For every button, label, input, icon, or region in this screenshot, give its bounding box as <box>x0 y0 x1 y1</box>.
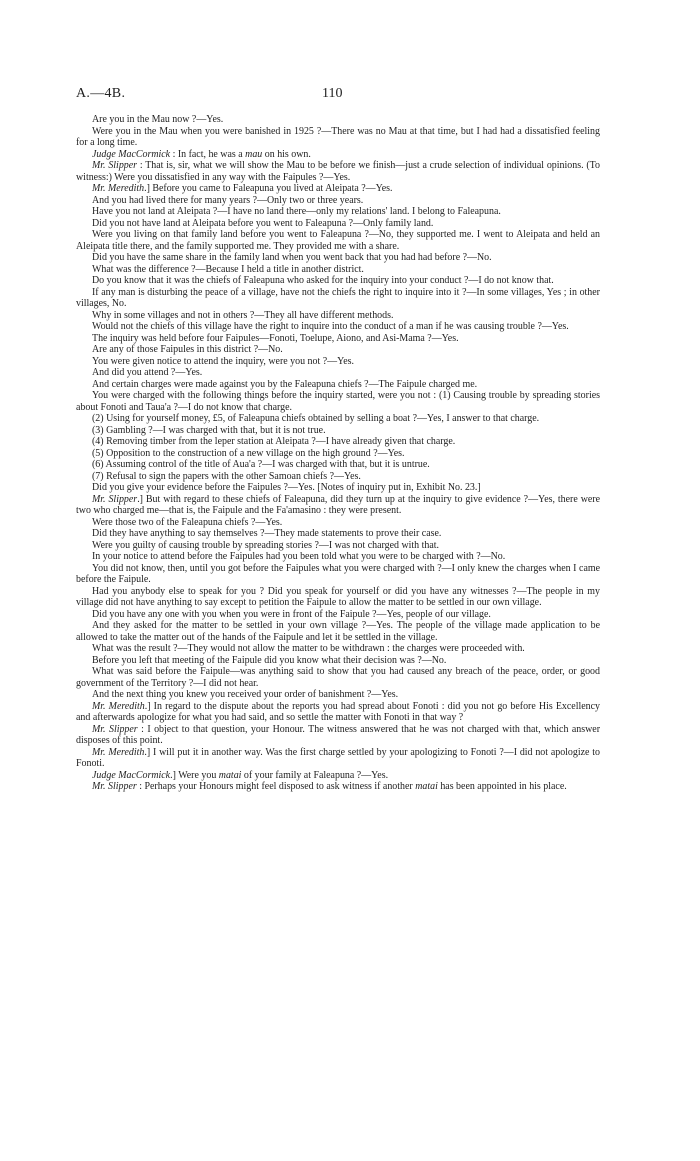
paragraph: Did you have the same share in the family land when you went back that you had had before ?—No. <box>92 252 492 263</box>
paragraph: (2) Using for yourself money, £5, of Faleapuna chiefs obtained by selling a boat ?—Yes, I answer to that charge. <box>92 413 540 424</box>
paragraph: What was the difference ?—Because I held a title in another district. <box>92 263 364 275</box>
paragraph: Were you in the Mau when you were banished in 1925 ?—There was no Mau at that time, but I had had a dissatisfied feeling for a long time. <box>76 125 600 148</box>
paragraph: Mr. Meredith.] Before you came to Faleapuna you lived at Aleipata ?—Yes. <box>92 183 393 194</box>
paragraph: Mr. Slipper : Perhaps your Honours might feel disposed to ask witness if another matai has been appointed in his place. <box>92 781 567 792</box>
paragraph: Judge MacCormick.] Were you matai of your family at Faleapuna ?—Yes. <box>92 769 389 781</box>
paragraph: Why in some villages and not in others ?—They all have different methods. <box>92 309 394 321</box>
paragraph: The inquiry was held before four Faipules—Fonoti, Toelupe, Aiono, and Asi-Mama ?—Yes. <box>92 332 459 344</box>
paragraph: Do you know that it was the chiefs of Faleapuna who asked for the inquiry into your conduct ?—I do not know that. <box>92 275 554 286</box>
paragraph: If any man is disturbing the peace of a village, have not the chiefs the right to inquire into it ?—In some villages, Yes ; in other villages, No. <box>76 286 600 309</box>
paragraph: Mr. Slipper.] But with regard to these chiefs of Faleapuna, did they turn up at the inquiry to give evidence ?—Yes, there were two who charged me—that is, the Faipule and the Fa'amasino : they were present. <box>76 493 601 516</box>
paragraph: Mr. Meredith.] In regard to the dispute about the reports you had spread about Fonoti : did you not go before His Excellency and afterwards apologize for what you had said, and so settle the matter with Fonoti in that way ? <box>76 700 600 723</box>
paragraph: Did you not have land at Aleipata before you went to Faleapuna ?—Only family land. <box>92 217 434 229</box>
paragraph: Would not the chiefs of this village have the right to inquire into the conduct of a man if he was causing trouble ?—Yes. <box>92 321 569 332</box>
paragraph: Mr. Slipper : I object to that question, your Honour. The witness answered that he was not charged with that, which answer disposes of this point. <box>76 723 600 746</box>
paragraph: Did you give your evidence before the Faipules ?—Yes. [Notes of inquiry put in, Exhibit No. 23.] <box>92 482 481 493</box>
paragraph: Are you in the Mau now ?—Yes. <box>92 114 224 125</box>
paragraph: You did not know, then, until you got before the Faipules what you were charged with ?—I only knew the charges when I came before the Faipule. <box>76 562 600 585</box>
paragraph: What was the result ?—They would not allow the matter to be withdrawn : the charges were proceeded with. <box>92 643 525 654</box>
document-body <box>76 114 600 793</box>
paragraph: And you had lived there for many years ?—Only two or three years. <box>92 194 364 206</box>
paragraph: Did they have anything to say themselves ?—They made statements to prove their case. <box>92 528 442 539</box>
paragraph: What was said before the Faipule—was anything said to show that you had caused any breach of the peace, order, or good government of the Territory ?—I did not hear. <box>76 666 600 689</box>
paragraph: And the next thing you knew you received your order of banishment ?—Yes. <box>92 689 399 700</box>
paragraph: (6) Assuming control of the title of Aua'a ?—I was charged with that, but it is untrue. <box>92 459 430 470</box>
paragraph: Did you have any one with you when you were in front of the Faipule ?—Yes, people of our village. <box>92 608 491 620</box>
paragraph: Were those two of the Faleapuna chiefs ?—Yes. <box>92 516 283 528</box>
paragraph: (3) Gambling ?—I was charged with that, but it is not true. <box>92 424 326 436</box>
paragraph: Judge MacCormick : In fact, he was a mau on his own. <box>92 148 311 160</box>
paragraph: You were charged with the following things before the inquiry started, were you not : (1) Causing trouble by spreading stories about Fonoti and Taua'a ?—I do not know that charge. <box>76 390 600 413</box>
paragraph: (4) Removing timber from the leper station at Aleipata ?—I have already given that charge. <box>92 436 456 447</box>
paragraph: Had you anybody else to speak for you ? Did you speak for yourself or did you have any witnesses ?—The people in my village did not have anything to say except to petition the Faipule to allow the matter to be settled in our own village. <box>76 585 600 608</box>
paragraph: You were given notice to attend the inquiry, were you not ?—Yes. <box>92 355 355 367</box>
paragraph: Were you living on that family land before you went to Faleapuna ?—No, they supported me. I went to Aleipata and held an Aleipata title there, and the family supported me. They provided me with a share. <box>76 229 600 252</box>
document-reference: A.—4B. <box>76 86 126 101</box>
paragraph: (7) Refusal to sign the papers with the other Samoan chiefs ?—Yes. <box>92 470 361 482</box>
paragraph: Mr. Slipper : That is, sir, what we will show the Mau to be before we finish—just a crude selection of individual opinions. (To witness:) Were you dissatisfied in any way with the Faipules ?—Yes. <box>76 160 601 183</box>
page-number: 110 <box>322 86 343 101</box>
paragraph: Mr. Meredith.] I will put it in another way. Was the first charge settled by your apologizing to Fonoti ?—I did not apologize to Fonoti. <box>76 746 600 769</box>
paragraph: And they asked for the matter to be settled in your own village ?—Yes. The people of the village made application to be allowed to take the matter out of the hands of the Faipule and let it be settled in the village. <box>76 620 600 643</box>
paragraph: (5) Opposition to the construction of a new village on the high ground ?—Yes. <box>92 447 405 459</box>
paragraph: Before you left that meeting of the Faipule did you know what their decision was ?—No. <box>92 654 447 666</box>
paragraph: And certain charges were made against you by the Faleapuna chiefs ?—The Faipule charged me. <box>92 378 478 390</box>
paragraph: In your notice to attend before the Faipules had you been told what you were to be charged with ?—No. <box>92 551 506 562</box>
paragraph: Were you guilty of causing trouble by spreading stories ?—I was not charged with that. <box>92 539 440 551</box>
paragraph: Have you not land at Aleipata ?—I have no land there—only my relations' land. I belong to Faleapuna. <box>92 206 501 217</box>
paragraph: Are any of those Faipules in this district ?—No. <box>92 344 283 355</box>
paragraph: And did you attend ?—Yes. <box>92 367 203 378</box>
